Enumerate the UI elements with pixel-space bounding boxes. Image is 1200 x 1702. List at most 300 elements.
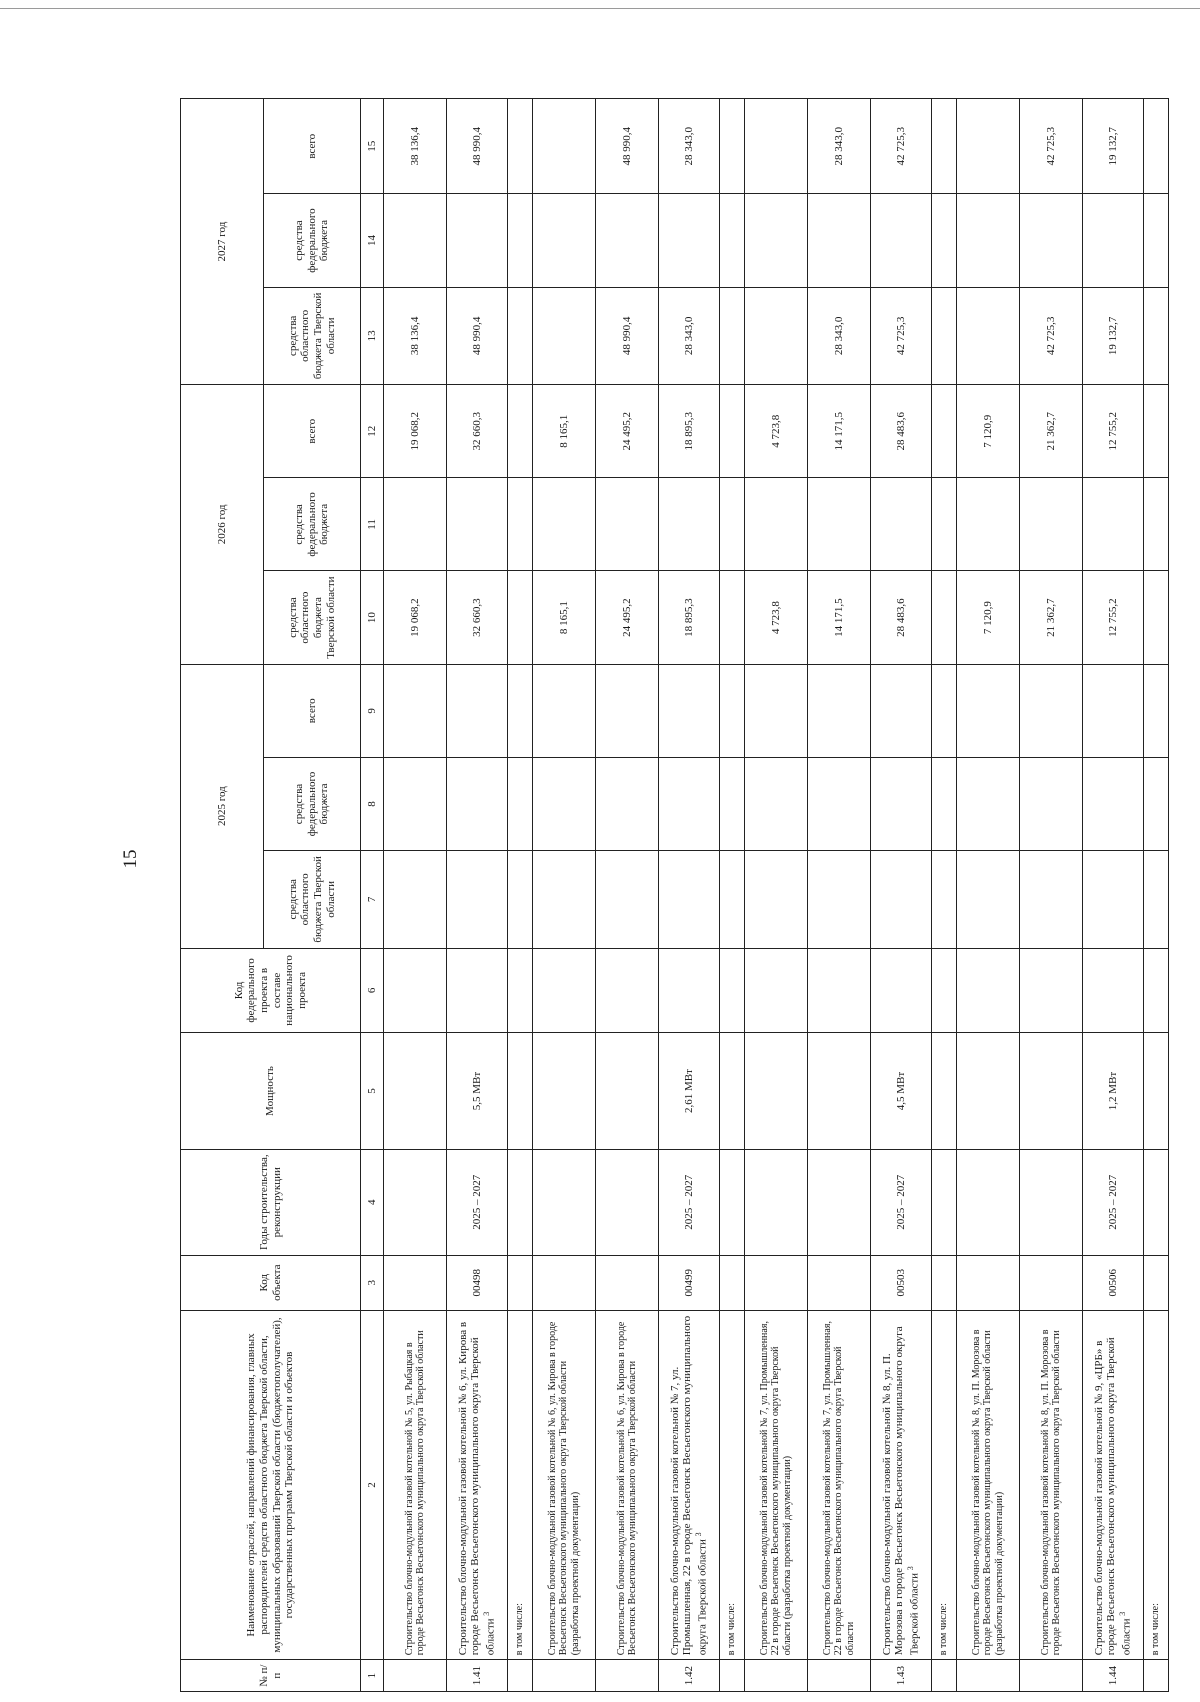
header-year-2027: 2027 год — [181, 99, 264, 385]
row-federal-2026 — [932, 478, 957, 571]
row-regional-2027 — [384, 287, 447, 384]
row-name — [596, 1310, 659, 1660]
row-fed-code — [533, 948, 596, 1033]
row-federal-2027 — [596, 194, 659, 287]
row-fed-code — [808, 948, 871, 1033]
row-fed-code — [447, 948, 508, 1033]
row-total-2026 — [596, 385, 659, 478]
row-total-2026 — [808, 385, 871, 478]
row-regional-2027 — [659, 287, 720, 384]
row-total-2027-text: 48 990,4 — [620, 126, 633, 166]
row-total-2026-text: 32 660,3 — [470, 411, 483, 451]
footnote-marker: 3 — [693, 1532, 703, 1537]
row-years — [871, 1149, 932, 1255]
row-regional-2026-text: 4 723,8 — [769, 601, 782, 635]
row-name-text: Строительство блочно-модульной газовой котельной № 8, ул. П. Морозова в городе Весьегонск Весьегонского муниципального округа Тверской области — [880, 1326, 921, 1656]
row-total-2027-text: 42 725,3 — [894, 126, 907, 166]
table-row — [1020, 99, 1083, 1692]
table-row — [808, 99, 871, 1692]
table-row — [533, 99, 596, 1692]
row-regional-2027-text: 48 990,4 — [620, 316, 633, 356]
row-total-2027 — [1083, 99, 1144, 194]
row-federal-2027 — [932, 194, 957, 287]
row-number — [720, 1660, 745, 1692]
row-number — [1083, 1660, 1144, 1692]
row-fed-code — [1020, 948, 1083, 1033]
row-regional-2027 — [745, 287, 808, 384]
row-name — [932, 1310, 957, 1660]
row-regional-2025 — [932, 851, 957, 948]
row-number — [932, 1660, 957, 1692]
row-regional-2026 — [447, 571, 508, 664]
rotated-table-wrapper — [180, 98, 1162, 1692]
row-regional-2026 — [1144, 571, 1169, 664]
row-total-2026 — [508, 385, 533, 478]
row-years — [808, 1149, 871, 1255]
row-regional-2026 — [871, 571, 932, 664]
row-federal-2025 — [932, 757, 957, 850]
row-total-2026 — [720, 385, 745, 478]
row-fed-code — [1144, 948, 1169, 1033]
row-total-2027 — [447, 99, 508, 194]
row-regional-2026 — [808, 571, 871, 664]
table-row — [447, 99, 508, 1692]
row-object-code — [384, 1255, 447, 1310]
row-fed-code — [508, 948, 533, 1033]
row-total-2025 — [745, 664, 808, 757]
row-name — [1020, 1310, 1083, 1660]
row-years-text: 2025 – 2027 — [682, 1174, 695, 1230]
row-regional-2027 — [808, 287, 871, 384]
row-power — [533, 1033, 596, 1150]
row-regional-2026-text: 32 660,3 — [470, 598, 483, 637]
row-total-2025 — [1020, 664, 1083, 757]
row-name-text: Строительство блочно-модульной газовой котельной № 7, ул. Промышленная, 22 в городе Весьегонск Весьегонского муниципального округа Тверской области — [668, 1315, 709, 1656]
row-total-2027 — [659, 99, 720, 194]
column-numbers-row — [361, 99, 384, 1692]
row-regional-2025 — [1083, 851, 1144, 948]
row-regional-2027-text: 28 343,0 — [682, 316, 695, 356]
row-regional-2026-text: 24 495,2 — [620, 598, 633, 637]
row-regional-2025 — [447, 851, 508, 948]
row-total-2026-text: 21 362,7 — [1044, 411, 1057, 451]
row-name-text: Строительство блочно-модульной газовой котельной № 6, ул. Кирова в городе Весьегонск Весьегонского муниципального округа Тверской области — [615, 1321, 638, 1656]
col-number: 12 — [361, 385, 384, 478]
row-name — [720, 1310, 745, 1660]
row-power — [957, 1033, 1020, 1150]
row-regional-2027-text: 48 990,4 — [470, 316, 483, 356]
row-object-code — [1083, 1255, 1144, 1310]
row-federal-2025 — [1083, 757, 1144, 850]
row-regional-2027 — [596, 287, 659, 384]
row-fed-code — [1083, 948, 1144, 1033]
col-number: 1 — [361, 1660, 384, 1692]
row-power-text: 4,5 МВт — [894, 1071, 907, 1111]
row-total-2026 — [957, 385, 1020, 478]
header-power: Мощность — [181, 1033, 361, 1150]
row-federal-2025 — [447, 757, 508, 850]
row-years — [720, 1149, 745, 1255]
row-total-2027 — [957, 99, 1020, 194]
col-number: 10 — [361, 571, 384, 664]
table-row — [659, 99, 720, 1692]
row-regional-2026 — [659, 571, 720, 664]
header-regional-2026: средства областного бюджета Тверской области — [264, 571, 361, 664]
header-regional-2025: средства областного бюджета Тверской области — [264, 851, 361, 948]
row-total-2026-text: 18 895,3 — [682, 411, 695, 451]
row-number — [957, 1660, 1020, 1692]
row-object-code — [1144, 1255, 1169, 1310]
row-federal-2026 — [508, 478, 533, 571]
row-number — [1020, 1660, 1083, 1692]
row-total-2027 — [745, 99, 808, 194]
row-total-2026-text: 14 171,5 — [832, 411, 845, 451]
row-total-2026-text: 12 755,2 — [1106, 411, 1119, 451]
table-row — [745, 99, 808, 1692]
row-total-2027 — [1144, 99, 1169, 194]
row-federal-2026 — [720, 478, 745, 571]
row-total-2027-text: 48 990,4 — [470, 126, 483, 166]
table-body — [361, 99, 1169, 1692]
row-name — [1083, 1310, 1144, 1660]
row-object-code — [720, 1255, 745, 1310]
row-name-text: Строительство блочно-модульной газовой котельной № 9, «ЦРБ» в городе Весьегонск Весьегонского муниципального округа Тверской области — [1092, 1337, 1133, 1656]
col-number: 6 — [361, 948, 384, 1033]
row-federal-2026 — [957, 478, 1020, 571]
row-years — [533, 1149, 596, 1255]
col-number: 8 — [361, 757, 384, 850]
row-regional-2026-text: 12 755,2 — [1106, 598, 1119, 637]
row-federal-2027 — [533, 194, 596, 287]
row-power-text: 5,5 МВт — [470, 1071, 483, 1111]
row-regional-2025 — [508, 851, 533, 948]
row-federal-2027 — [447, 194, 508, 287]
table-row — [1083, 99, 1144, 1692]
header-year-2026: 2026 год — [181, 385, 264, 665]
row-total-2025 — [871, 664, 932, 757]
row-regional-2026-text: 21 362,7 — [1044, 598, 1057, 637]
row-total-2025 — [659, 664, 720, 757]
row-object-code — [808, 1255, 871, 1310]
row-object-code — [596, 1255, 659, 1310]
row-federal-2027 — [1083, 194, 1144, 287]
row-name-text: Строительство блочно-модульной газовой котельной № 7, ул. Промышленная, 22 в городе Весьегонск Весьегонского муниципального округа Тверской области (разработка проектной документации) — [758, 1321, 793, 1656]
row-name — [447, 1310, 508, 1660]
row-regional-2026 — [508, 571, 533, 664]
row-regional-2025 — [871, 851, 932, 948]
row-power — [871, 1033, 932, 1150]
row-number — [596, 1660, 659, 1692]
row-object-code — [871, 1255, 932, 1310]
table-row — [1144, 99, 1169, 1692]
col-number: 7 — [361, 851, 384, 948]
row-total-2027 — [1020, 99, 1083, 194]
col-number: 13 — [361, 287, 384, 384]
row-power — [720, 1033, 745, 1150]
row-name-text: Строительство блочно-модульной газовой котельной № 5, ул. Рыбацкая в городе Весьегонск Весьегонского муниципального округа Тверской области — [403, 1330, 426, 1656]
row-federal-2025 — [957, 757, 1020, 850]
col-number: 15 — [361, 99, 384, 194]
row-federal-2025 — [745, 757, 808, 850]
row-total-2026 — [533, 385, 596, 478]
row-years — [447, 1149, 508, 1255]
row-regional-2027-text: 42 725,3 — [894, 316, 907, 356]
row-federal-2027 — [957, 194, 1020, 287]
header-federal-2026: средства федерального бюджета — [264, 478, 361, 571]
row-regional-2025 — [1144, 851, 1169, 948]
row-name — [871, 1310, 932, 1660]
row-power — [384, 1033, 447, 1150]
row-name-text: в том числе: — [514, 1603, 526, 1656]
col-number: 9 — [361, 664, 384, 757]
row-power-text: 2,61 МВт — [682, 1069, 695, 1113]
row-total-2025 — [508, 664, 533, 757]
row-object-code — [957, 1255, 1020, 1310]
row-total-2026 — [447, 385, 508, 478]
table-row — [871, 99, 932, 1692]
row-total-2026 — [659, 385, 720, 478]
row-federal-2026 — [1020, 478, 1083, 571]
row-total-2026 — [932, 385, 957, 478]
row-object-code — [745, 1255, 808, 1310]
row-name-text: в том числе: — [938, 1603, 950, 1656]
row-object-code — [447, 1255, 508, 1310]
row-total-2027 — [596, 99, 659, 194]
row-total-2025 — [447, 664, 508, 757]
row-number — [808, 1660, 871, 1692]
row-federal-2026 — [447, 478, 508, 571]
row-name — [1144, 1310, 1169, 1660]
row-federal-2027 — [720, 194, 745, 287]
row-name-text: Строительство блочно-модульной газовой котельной № 6, ул. Кирова в городе Весьегонск Весьегонского муниципального округа Тверской области (разработка проектной документации) — [546, 1321, 581, 1656]
col-number: 14 — [361, 194, 384, 287]
row-total-2027-text: 42 725,3 — [1044, 126, 1057, 166]
row-object-code — [533, 1255, 596, 1310]
row-fed-code — [659, 948, 720, 1033]
row-object-code — [659, 1255, 720, 1310]
row-federal-2026 — [596, 478, 659, 571]
row-total-2025 — [384, 664, 447, 757]
row-federal-2025 — [596, 757, 659, 850]
row-regional-2026 — [596, 571, 659, 664]
page-edge-line — [0, 8, 1200, 9]
row-federal-2027 — [745, 194, 808, 287]
row-power — [1083, 1033, 1144, 1150]
row-years — [1083, 1149, 1144, 1255]
row-regional-2026-text: 7 120,9 — [981, 601, 994, 635]
row-name-text: Строительство блочно-модульной газовой котельной № 8, ул. П. Морозова в городе Весьегонск Весьегонского муниципального округа Тверской области — [1039, 1329, 1062, 1656]
row-number-text: 1.44 — [1106, 1666, 1119, 1686]
header-year-2025: 2025 год — [181, 664, 264, 948]
row-name — [508, 1310, 533, 1660]
header-name: Наименование отраслей, направлений финансирования, главных распорядителей средств областного бюджета Тверской области, муниципальных образований Тверской области (бюджетополучателей), государственных программ Тверской области и объектов — [181, 1310, 361, 1660]
row-fed-code — [871, 948, 932, 1033]
row-regional-2027 — [447, 287, 508, 384]
row-fed-code — [720, 948, 745, 1033]
row-regional-2025 — [808, 851, 871, 948]
row-object-code-text: 00503 — [894, 1268, 907, 1297]
row-total-2027 — [932, 99, 957, 194]
row-regional-2027 — [508, 287, 533, 384]
row-years — [1020, 1149, 1083, 1255]
row-regional-2025 — [533, 851, 596, 948]
row-years — [384, 1149, 447, 1255]
header-total-2026: всего — [264, 385, 361, 478]
row-regional-2026 — [745, 571, 808, 664]
row-total-2027 — [533, 99, 596, 194]
row-regional-2026-text: 14 171,5 — [832, 598, 845, 637]
row-total-2025 — [1083, 664, 1144, 757]
row-federal-2025 — [508, 757, 533, 850]
row-total-2026-text: 19 068,2 — [408, 411, 421, 451]
row-power — [596, 1033, 659, 1150]
row-regional-2027 — [932, 287, 957, 384]
row-fed-code — [384, 948, 447, 1033]
row-fed-code — [932, 948, 957, 1033]
row-number — [447, 1660, 508, 1692]
row-regional-2026 — [1083, 571, 1144, 664]
row-regional-2027 — [957, 287, 1020, 384]
row-total-2027 — [808, 99, 871, 194]
row-total-2027-text: 28 343,0 — [832, 126, 845, 166]
row-name — [384, 1310, 447, 1660]
row-regional-2025 — [745, 851, 808, 948]
row-federal-2025 — [659, 757, 720, 850]
row-object-code-text: 00498 — [470, 1268, 483, 1297]
col-number: 11 — [361, 478, 384, 571]
row-federal-2026 — [808, 478, 871, 571]
row-regional-2027-text: 38 136,4 — [408, 316, 421, 356]
table-row — [508, 99, 533, 1692]
row-regional-2027-text: 19 132,7 — [1106, 316, 1119, 356]
row-federal-2027 — [508, 194, 533, 287]
row-power-text: 1,2 МВт — [1106, 1071, 1119, 1111]
row-regional-2026-text: 8 165,1 — [557, 601, 570, 635]
row-federal-2026 — [871, 478, 932, 571]
col-number: 3 — [361, 1255, 384, 1310]
row-regional-2025 — [957, 851, 1020, 948]
row-federal-2026 — [659, 478, 720, 571]
row-regional-2026-text: 28 483,6 — [894, 598, 907, 637]
row-total-2025 — [533, 664, 596, 757]
row-number — [384, 1660, 447, 1692]
row-number — [508, 1660, 533, 1692]
row-federal-2026 — [533, 478, 596, 571]
row-regional-2026 — [957, 571, 1020, 664]
col-number: 4 — [361, 1149, 384, 1255]
row-object-code — [508, 1255, 533, 1310]
row-total-2026 — [1144, 385, 1169, 478]
row-years — [932, 1149, 957, 1255]
row-years-text: 2025 – 2027 — [470, 1174, 483, 1230]
row-regional-2026 — [533, 571, 596, 664]
row-fed-code — [957, 948, 1020, 1033]
header-code: Код объекта — [181, 1255, 361, 1310]
footnote-marker: 3 — [905, 1566, 915, 1571]
row-regional-2026-text: 19 068,2 — [408, 598, 421, 637]
header-fed-code: Код федерального проекта в составе национального проекта — [181, 948, 361, 1033]
row-name-text: в том числе: — [726, 1603, 738, 1656]
row-number — [1144, 1660, 1169, 1692]
row-name — [533, 1310, 596, 1660]
row-power — [659, 1033, 720, 1150]
row-regional-2025 — [1020, 851, 1083, 948]
row-regional-2025 — [596, 851, 659, 948]
row-years-text: 2025 – 2027 — [1106, 1174, 1119, 1230]
row-years — [1144, 1149, 1169, 1255]
row-regional-2027 — [871, 287, 932, 384]
row-total-2026 — [871, 385, 932, 478]
row-total-2027 — [508, 99, 533, 194]
row-regional-2027 — [1144, 287, 1169, 384]
row-total-2027 — [871, 99, 932, 194]
row-total-2025 — [808, 664, 871, 757]
footnote-marker: 3 — [481, 1611, 491, 1616]
row-total-2025 — [957, 664, 1020, 757]
row-name — [745, 1310, 808, 1660]
row-regional-2027 — [1020, 287, 1083, 384]
row-years — [659, 1149, 720, 1255]
row-total-2026 — [1083, 385, 1144, 478]
row-total-2027-text: 19 132,7 — [1106, 126, 1119, 166]
header-total-2027: всего — [264, 99, 361, 194]
table-row — [596, 99, 659, 1692]
row-total-2026 — [1020, 385, 1083, 478]
row-total-2027-text: 28 343,0 — [682, 126, 695, 166]
row-federal-2027 — [1020, 194, 1083, 287]
header-federal-2027: средства федерального бюджета — [264, 194, 361, 287]
header-regional-2027: средства областного бюджета Тверской области — [264, 287, 361, 384]
col-number: 5 — [361, 1033, 384, 1150]
row-federal-2027 — [808, 194, 871, 287]
row-total-2027 — [384, 99, 447, 194]
row-name — [957, 1310, 1020, 1660]
header-years: Годы строительства, реконструкции — [181, 1149, 361, 1255]
row-fed-code — [745, 948, 808, 1033]
row-total-2026-text: 4 723,8 — [769, 414, 782, 448]
row-name-text: Строительство блочно-модульной газовой котельной № 7, ул. Промышленная, 22 в городе Весьегонск Весьегонского муниципального округа Тверской области — [821, 1321, 856, 1656]
row-number — [745, 1660, 808, 1692]
col-number: 2 — [361, 1310, 384, 1660]
row-federal-2026 — [1083, 478, 1144, 571]
row-number — [659, 1660, 720, 1692]
row-federal-2026 — [1144, 478, 1169, 571]
header-federal-2025: средства федерального бюджета — [264, 757, 361, 850]
table-row — [384, 99, 447, 1692]
row-power — [808, 1033, 871, 1150]
row-total-2026 — [745, 385, 808, 478]
row-name — [659, 1310, 720, 1660]
row-total-2026 — [384, 385, 447, 478]
row-object-code-text: 00499 — [682, 1268, 695, 1297]
row-number — [533, 1660, 596, 1692]
row-federal-2027 — [1144, 194, 1169, 287]
row-power — [508, 1033, 533, 1150]
row-regional-2026 — [384, 571, 447, 664]
row-regional-2026 — [932, 571, 957, 664]
row-total-2026-text: 28 483,6 — [894, 411, 907, 451]
row-federal-2025 — [720, 757, 745, 850]
row-federal-2027 — [384, 194, 447, 287]
row-name-text: в том числе: — [1150, 1603, 1162, 1656]
row-regional-2026 — [1020, 571, 1083, 664]
row-federal-2025 — [533, 757, 596, 850]
row-federal-2025 — [1020, 757, 1083, 850]
row-object-code — [1020, 1255, 1083, 1310]
row-federal-2027 — [659, 194, 720, 287]
row-regional-2027 — [1083, 287, 1144, 384]
row-object-code — [932, 1255, 957, 1310]
